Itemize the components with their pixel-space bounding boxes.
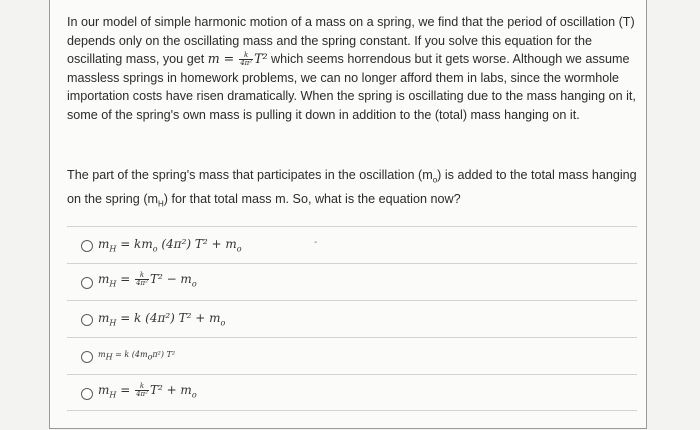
eq-rhs-a: = k (4π²) T² + m (116, 311, 221, 325)
eq-rhs-a: = (116, 383, 135, 397)
eq-rhs-a: = km (116, 237, 153, 251)
eq-rhs-b: T² + m (149, 383, 192, 397)
fraction (135, 272, 149, 287)
eq-rhs-sub2: o (236, 244, 242, 254)
eq-lhs-sub: H (109, 390, 117, 400)
eq-rhs-b: T² − m (149, 272, 192, 286)
radio-button[interactable] (81, 388, 93, 400)
option-equation (98, 311, 225, 327)
eq-lhs-sub: H (105, 352, 113, 362)
eq-lhs: m (98, 272, 110, 286)
eq-rhs-sub: o (147, 352, 153, 362)
sub-h: H (158, 199, 164, 209)
fraction-numerator: k (244, 51, 249, 60)
eq-rhs-sub2: o (220, 318, 226, 328)
option-equation (98, 272, 197, 288)
eq-rhs-sub2: o (191, 390, 197, 400)
stray-mark: - (314, 237, 318, 248)
para2-text-c: ) for that total mass m. So, what is the equation now? (163, 192, 461, 207)
para1-text-b: which seems horrendous but it gets worse. Although we assume massless springs in homework problems, we can no longer afford them in labs, since the wormhole importation costs have risen dramatically. When the spring is oscillating due to the mass hanging on it, some of the spring's own mass is pulling it down in addition to the (total) mass hanging on it. (67, 52, 636, 122)
para2-text-b: ) is added to the total mass hanging on the spring (m (67, 168, 637, 207)
fraction-numerator: k (139, 271, 145, 279)
eq-rhs-sub2: o (191, 279, 197, 289)
eq-lhs: m (98, 350, 106, 359)
eq-lhs: m (98, 383, 110, 397)
question-card (49, 0, 647, 429)
eq-lhs-sub: H (109, 318, 117, 328)
fraction (135, 383, 149, 398)
radio-button[interactable] (81, 314, 93, 326)
fraction-denominator: 4π² (136, 279, 148, 287)
eq-rhs-sub: o (152, 244, 158, 254)
question-paragraph-2 (67, 166, 637, 214)
radio-button[interactable] (81, 351, 93, 363)
eq-rhs-b: π²) T² (152, 350, 176, 359)
answer-option[interactable] (67, 300, 637, 337)
sub-o: o (432, 175, 438, 185)
radio-button[interactable] (81, 277, 93, 289)
answer-option[interactable] (67, 374, 637, 411)
answer-option[interactable] (67, 226, 637, 263)
answer-option[interactable] (67, 263, 637, 300)
eq-lhs-sub: H (109, 244, 117, 254)
option-equation (98, 383, 197, 399)
eq-m: m = (207, 51, 235, 67)
mass-equation (208, 51, 268, 66)
para2-text-a: The part of the spring's mass that participates in the oscillation (m (67, 168, 433, 182)
answer-option[interactable] (67, 337, 637, 374)
answer-options (67, 226, 637, 411)
fraction (239, 52, 253, 67)
fraction-denominator: 4π² (136, 390, 148, 398)
option-equation (98, 237, 242, 253)
eq-rhs-a: = k (4m (112, 350, 148, 359)
eq-rhs-a: = (116, 272, 135, 286)
eq-lhs-sub: H (109, 279, 117, 289)
para1-text-a: In our model of simple harmonic motion of a mass on a spring, we find that the period of oscillation (T) depends only on the oscillating mass and the spring constant. If you solve this equation for the oscillating mass, you get (67, 15, 635, 67)
question-paragraph-1 (67, 13, 637, 125)
fraction-numerator: k (139, 382, 145, 390)
option-equation (98, 350, 175, 362)
fraction-denominator: 4π² (240, 59, 253, 68)
eq-lhs: m (98, 311, 110, 325)
eq-t-squared: T² (254, 51, 268, 67)
eq-rhs-b: (4π²) T² + m (157, 237, 237, 251)
radio-button[interactable] (81, 240, 93, 252)
eq-lhs: m (98, 237, 110, 251)
